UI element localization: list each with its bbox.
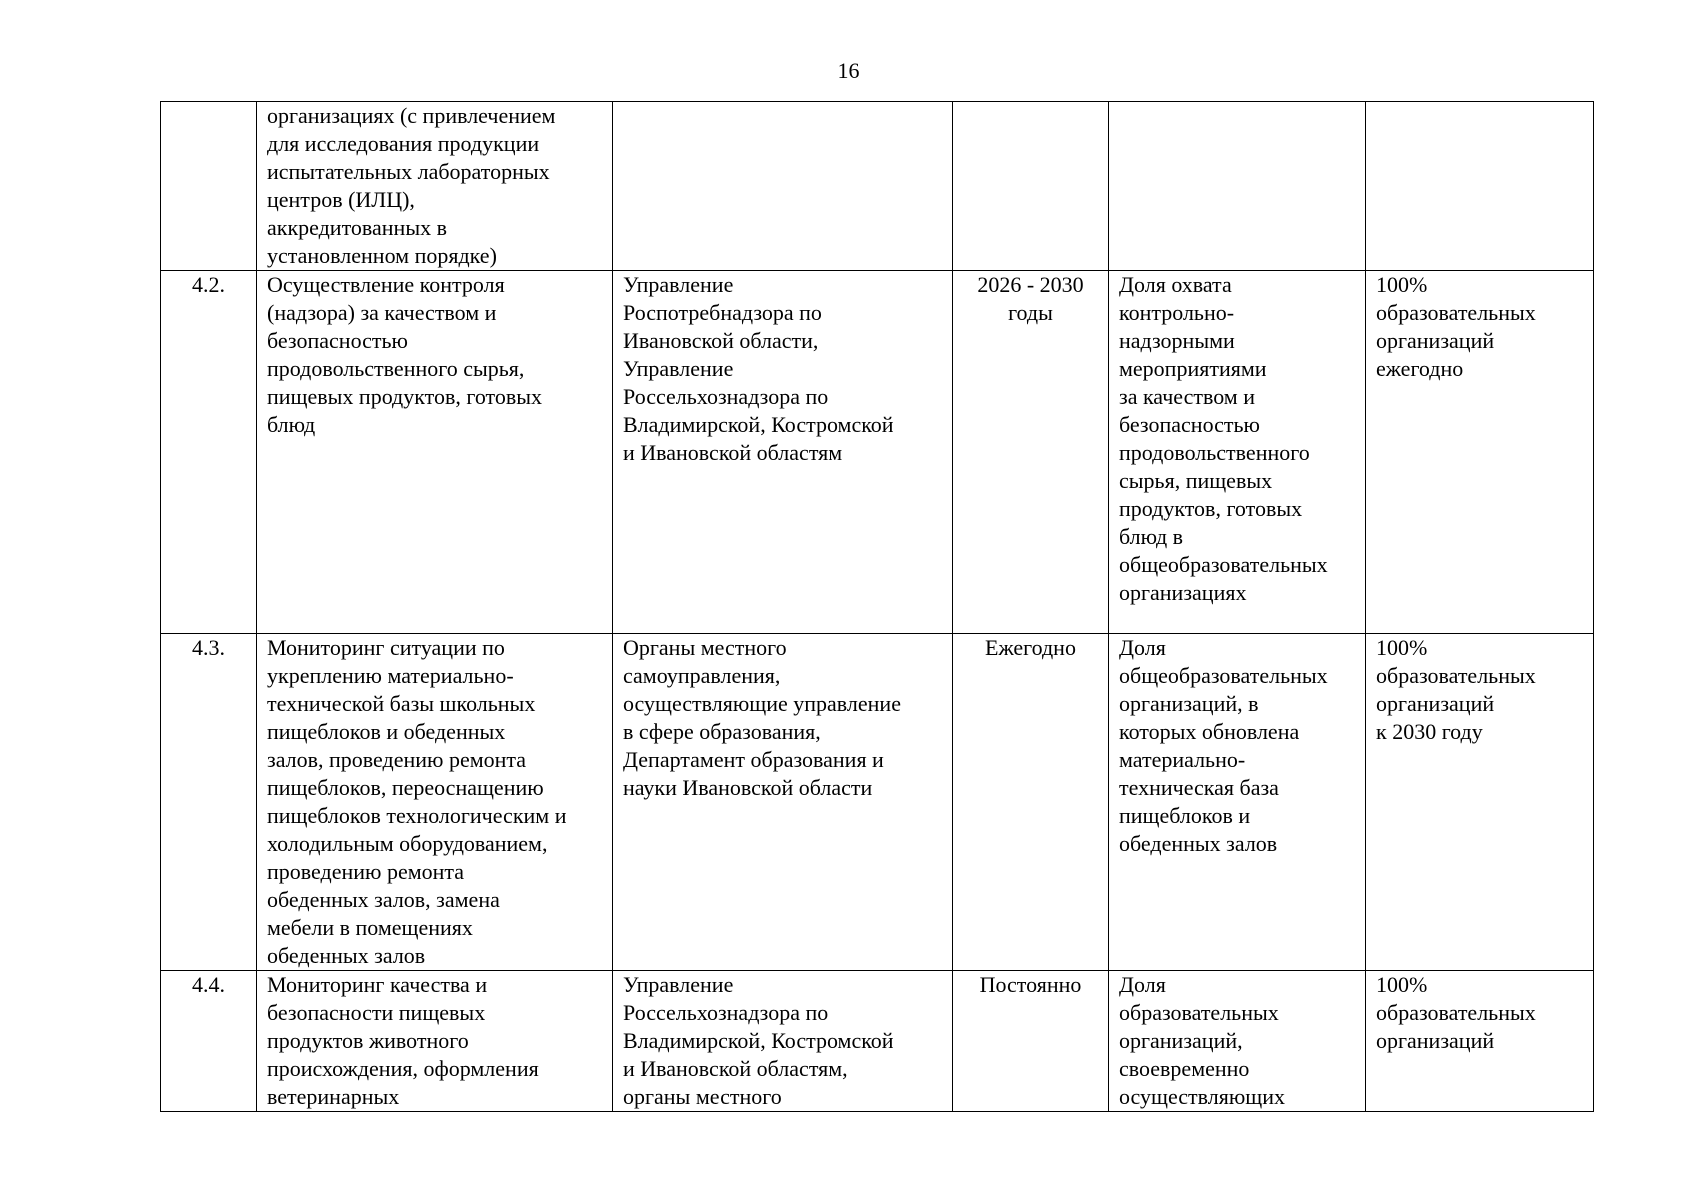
executor-cell: Органы местного самоуправления, осуществляющие управление в сфере образования, Департамент образования и науки Ивановской области xyxy=(613,634,953,971)
target-value-cell xyxy=(1366,102,1594,271)
indicator-cell xyxy=(1109,102,1366,271)
term-cell: 2026 - 2030 годы xyxy=(953,271,1109,634)
table-row xyxy=(161,102,1594,271)
event-cell: Мониторинг ситуации по укреплению материально- технической базы школьных пищеблоков и обеденных залов, проведению ремонта пищеблоков, переоснащению пищеблоков технологическим и холодильным оборудованием, проведению ремонта обеденных залов, замена мебели в помещениях обеденных залов xyxy=(257,634,613,971)
executor-cell xyxy=(613,102,953,271)
table-row xyxy=(161,634,1594,971)
event-cell: Осуществление контроля (надзора) за качеством и безопасностью продовольственного сырья, пищевых продуктов, готовых блюд xyxy=(257,271,613,634)
indicator-cell: Доля охвата контрольно- надзорными мероприятиями за качеством и безопасностью продовольственного сырья, пищевых продуктов, готовых блюд в общеобразовательных организациях xyxy=(1109,271,1366,634)
table-row xyxy=(161,271,1594,634)
term-cell: Постоянно xyxy=(953,971,1109,1112)
page-number: 16 xyxy=(837,58,860,83)
target-value-cell: 100% образовательных организаций ежегодно xyxy=(1366,271,1594,634)
item-number-cell: 4.4. xyxy=(161,971,257,1112)
executor-cell: Управление Россельхознадзора по Владимирской, Костромской и Ивановской областям, органы местного xyxy=(613,971,953,1112)
item-number-cell xyxy=(161,102,257,271)
measures-table xyxy=(160,101,1594,1112)
event-cell: Мониторинг качества и безопасности пищевых продуктов животного происхождения, оформления ветеринарных xyxy=(257,971,613,1112)
event-cell: организациях (с привлечением для исследования продукции испытательных лабораторных центров (ИЛЦ), аккредитованных в установленном порядке) xyxy=(257,102,613,271)
term-cell: Ежегодно xyxy=(953,634,1109,971)
table-row xyxy=(161,971,1594,1112)
term-cell xyxy=(953,102,1109,271)
item-number-cell: 4.2. xyxy=(161,271,257,634)
item-number-cell: 4.3. xyxy=(161,634,257,971)
target-value-cell: 100% образовательных организаций к 2030 году xyxy=(1366,634,1594,971)
indicator-cell: Доля образовательных организаций, своевременно осуществляющих xyxy=(1109,971,1366,1112)
indicator-cell: Доля общеобразовательных организаций, в которых обновлена материально- техническая база пищеблоков и обеденных залов xyxy=(1109,634,1366,971)
executor-cell: Управление Роспотребнадзора по Ивановской области, Управление Россельхознадзора по Владимирской, Костромской и Ивановской областям xyxy=(613,271,953,634)
target-value-cell: 100% образовательных организаций xyxy=(1366,971,1594,1112)
